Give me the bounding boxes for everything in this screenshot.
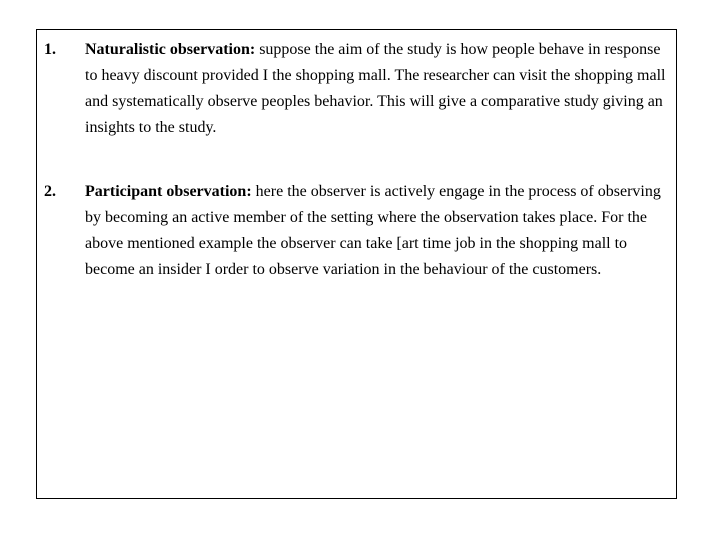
item-text	[85, 37, 675, 141]
item-term: Participant observation:	[85, 183, 252, 200]
item-text	[85, 179, 675, 283]
item-number: 1.	[44, 41, 56, 58]
content-frame	[36, 29, 677, 499]
item-term: Naturalistic observation:	[85, 41, 256, 58]
item-body: suppose the aim of the study is how people behave in response to heavy discount provided I the shopping mall. The researcher can visit the shopping mall and systematically observe peoples behavior. This will give a comparative study giving an insights to the study.	[85, 41, 666, 136]
item-number: 2.	[44, 183, 56, 200]
item-body: here the observer is actively engage in the process of observing by becoming an active member of the setting where the observation takes place. For the above mentioned example the observer can take [art time job in the shopping mall to become an insider I order to observe variation in the behaviour of the customers.	[85, 183, 661, 278]
